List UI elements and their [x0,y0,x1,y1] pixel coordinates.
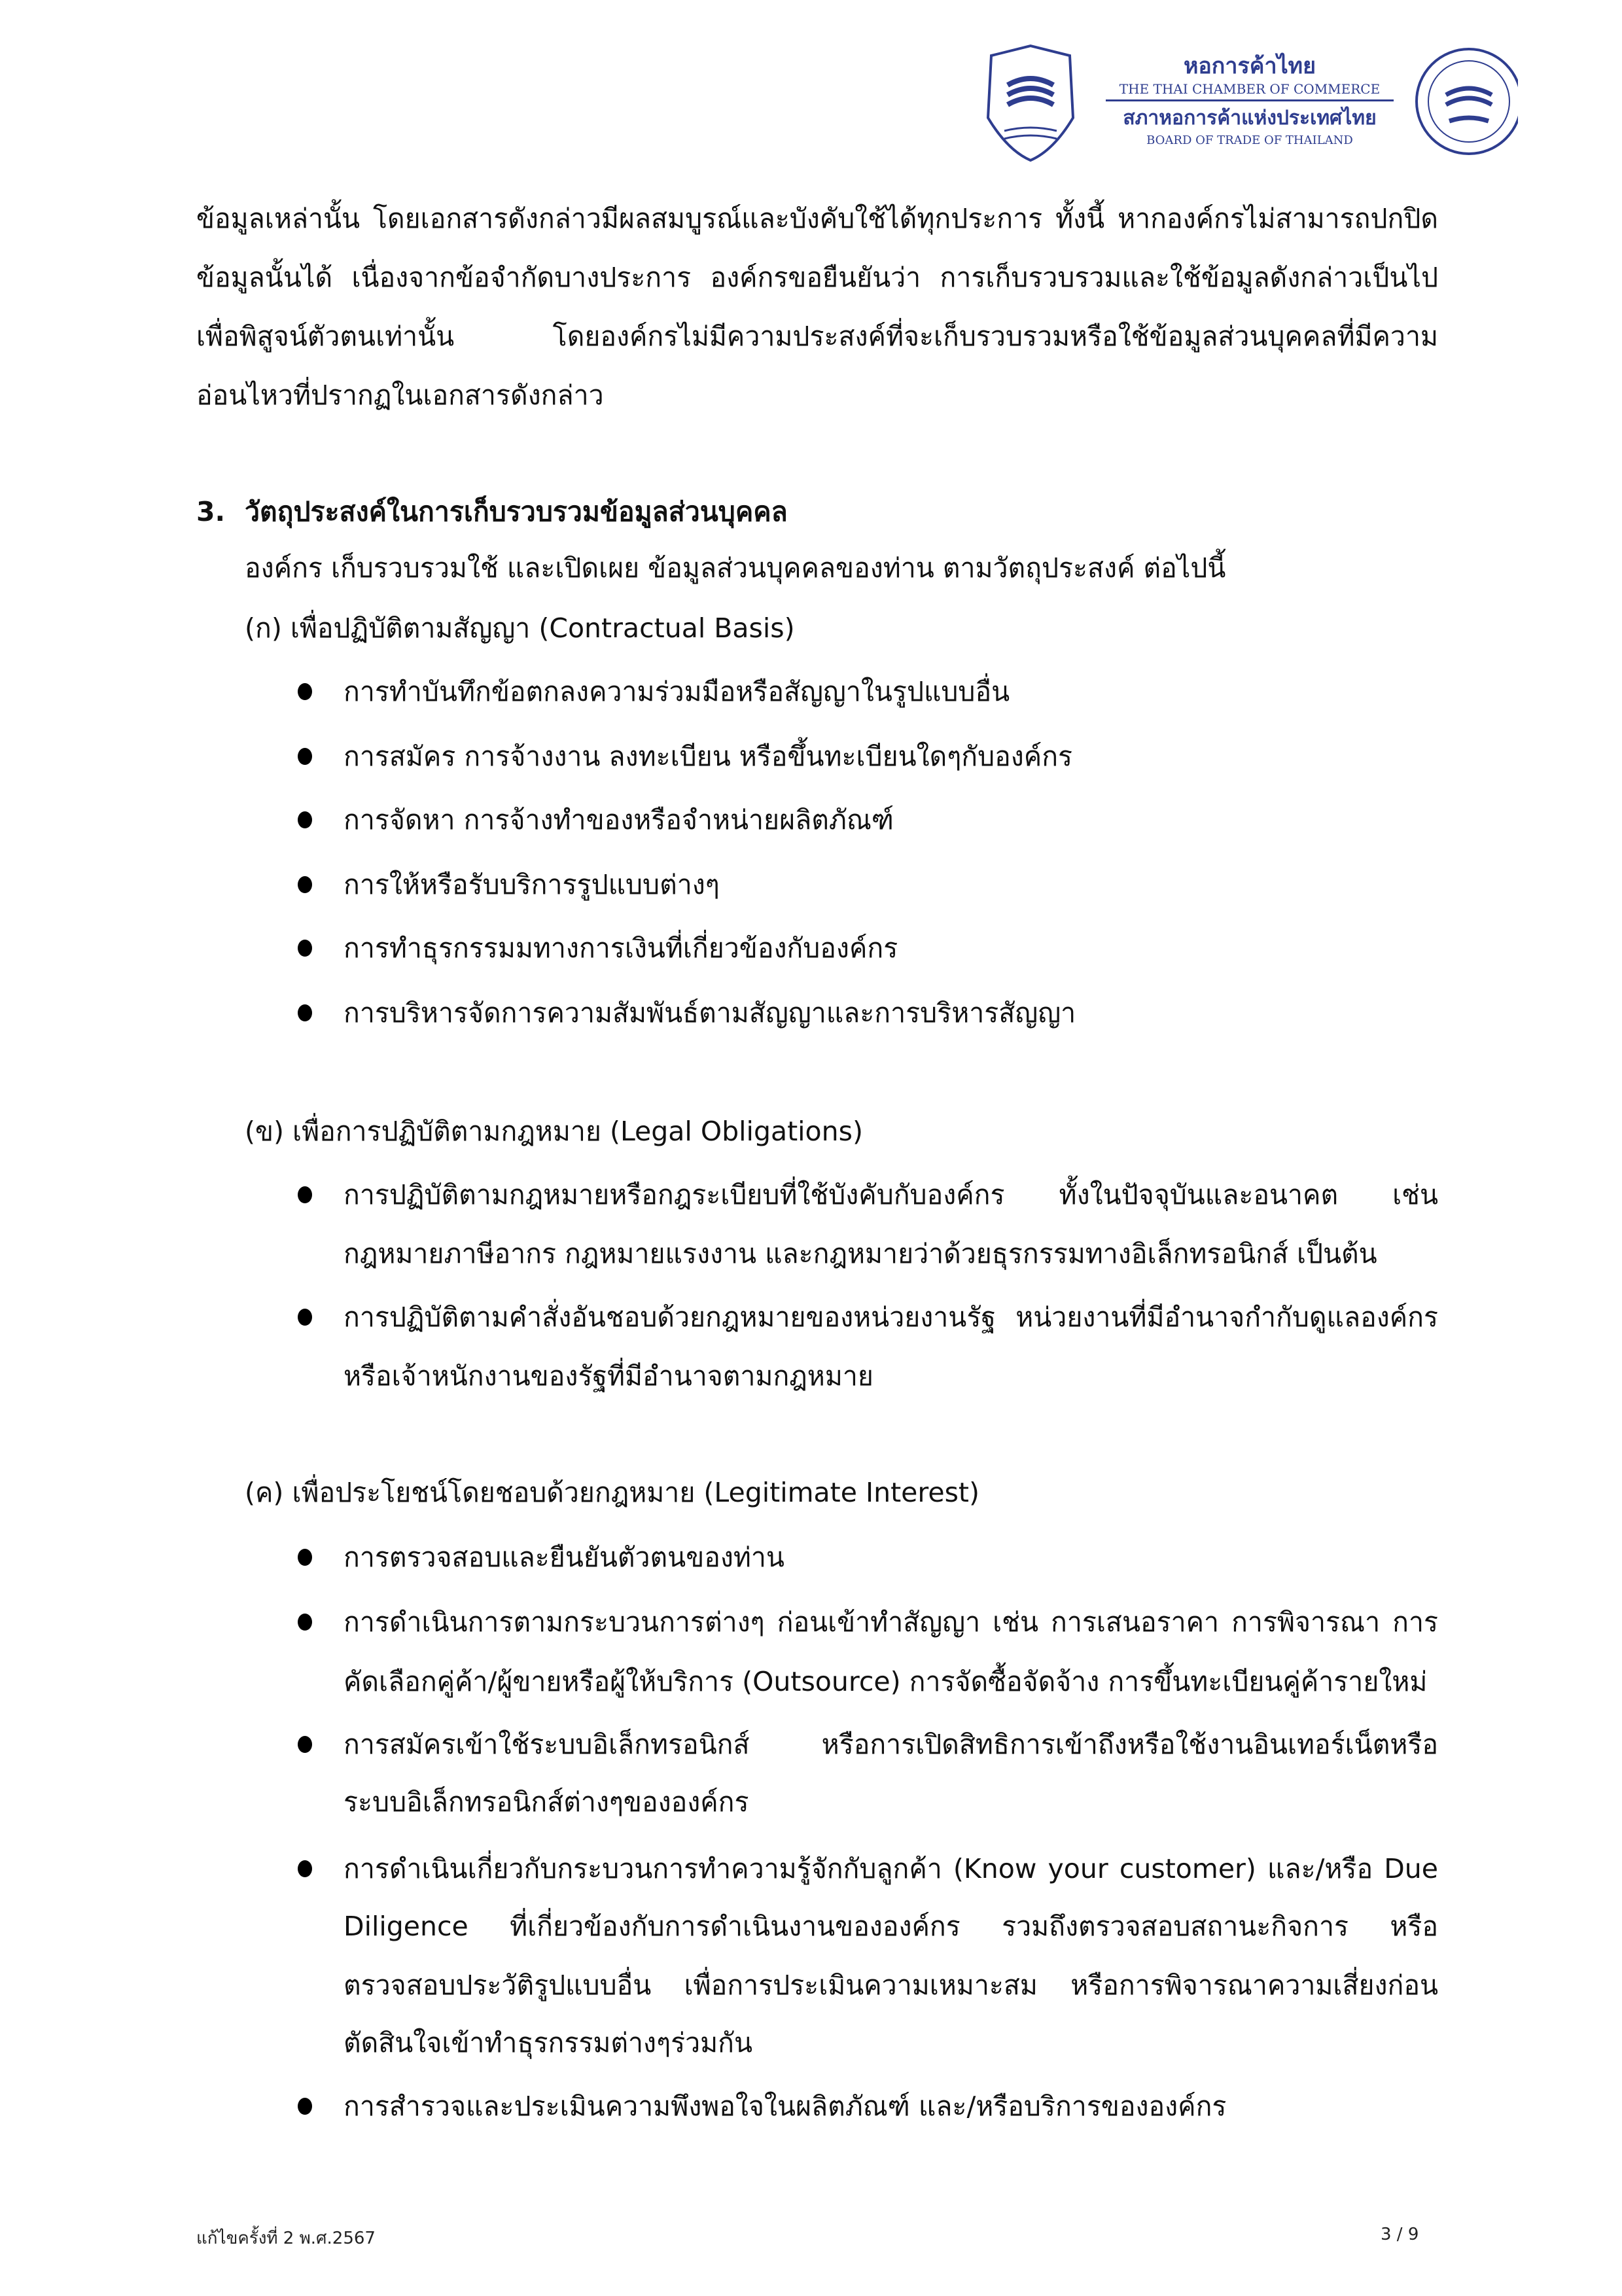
bullet-icon [298,811,312,828]
paragraph-line: อ่อนไหวที่ปรากฏในเอกสารดังกล่าว [196,380,604,411]
logo-thai-top: หอการค้าไทย [1183,53,1316,79]
bullet-line: การดำเนินเกี่ยวกับกระบวนการทำความรู้จักกับลูกค้า (Know your customer) และ/หรือ Due [344,1853,1438,1884]
paragraph-line: ข้อมูลเหล่านั้น โดยเอกสารดังกล่าวมีผลสมบูรณ์และบังคับใช้ได้ทุกประการ ทั้งนี้ หากองค์กรไม่สามารถปกปิด [196,203,1438,234]
bullet-icon [298,748,312,765]
bullet-icon [298,1004,312,1021]
bullet-line: ตัดสินใจเข้าทำธุรกรรมต่างๆร่วมกัน [344,2027,753,2058]
bullet-icon [298,1614,312,1631]
bullet-line: การบริหารจัดการความสัมพันธ์ตามสัญญาและการบริหารสัญญา [344,997,1076,1029]
section-intro: องค์กร เก็บรวบรวมใช้ และเปิดเผย ข้อมูลส่วนบุคคลของท่าน ตามวัตถุประสงค์ ต่อไปนี้ [245,552,1226,584]
bullet-line: การสมัคร การจ้างงาน ลงทะเบียน หรือขึ้นทะเบียนใดๆกับองค์กร [344,741,1073,772]
bullet-icon [298,1186,312,1203]
bullet-icon [298,2098,312,2115]
logo-en-bottom: BOARD OF TRADE OF THAILAND [1146,133,1353,147]
round-seal-icon [1417,49,1518,154]
bullet-line: การตรวจสอบและยืนยันตัวตนของท่าน [344,1542,785,1573]
bullet-line: การสำรวจและประเมินความพึงพอใจในผลิตภัณฑ์ และ/หรือบริการขององค์กร [344,2091,1227,2122]
paragraph-line: ข้อมูลนั้นได้ เนื่องจากข้อจำกัดบางประการ องค์กรขอยืนยันว่า การเก็บรวบรวมและใช้ข้อมูลดังกล่าวเป็นไป [196,262,1438,293]
bullet-line: การดำเนินการตามกระบวนการต่างๆ ก่อนเข้าทำสัญญา เช่น การเสนอราคา การพิจารณา การ [344,1606,1438,1638]
section-number: 3. [196,496,226,527]
bullet-line: การสมัครเข้าใช้ระบบอิเล็กทรอนิกส์ หรือการเปิดสิทธิการเข้าถึงหรือใช้งานอินเทอร์เน็ตหรือ [344,1729,1438,1760]
section-title: วัตถุประสงค์ในการเก็บรวบรวมข้อมูลส่วนบุคคล [245,496,788,527]
bullet-icon [298,940,312,957]
logo-thai-bottom: สภาหอการค้าแห่งประเทศไทย [1123,107,1377,130]
bullet-icon [298,1736,312,1753]
bullet-line: การปฏิบัติตามคำสั่งอันชอบด้วยกฎหมายของหน่วยงานรัฐ หน่วยงานที่มีอำนาจกำกับดูแลองค์กร [344,1301,1438,1333]
logo-en-top: THE THAI CHAMBER OF COMMERCE [1119,81,1381,97]
bullet-line: การจัดหา การจ้างทำของหรือจำหน่ายผลิตภัณฑ์ [344,804,894,836]
bullet-line: การปฏิบัติตามกฎหมายหรือกฎระเบียบที่ใช้บังคับกับองค์กร ทั้งในปัจจุบันและอนาคต เช่น [344,1179,1438,1210]
bullet-line: ระบบอิเล็กทรอนิกส์ต่างๆขององค์กร [344,1786,749,1818]
chamber-logo [981,39,1518,164]
paragraph-line: เพื่อพิสูจน์ตัวตนเท่านั้น โดยองค์กรไม่มีความประสงค์ที่จะเก็บรวบรวมหรือใช้ข้อมูลส่วนบุคคลที่มีความ [196,321,1438,352]
bullet-icon [298,1309,312,1326]
bullet-line: การให้หรือรับบริการรูปแบบต่างๆ [344,869,720,900]
bullet-line: คัดเลือกคู่ค้า/ผู้ขายหรือผู้ให้บริการ (Outsource) การจัดซื้อจัดจ้าง การขึ้นทะเบียนคู่ค้ารายใหม่ [344,1666,1428,1697]
bullet-line: Diligence ที่เกี่ยวข้องกับการดำเนินงานขององค์กร รวมถึงตรวจสอบสถานะกิจการ หรือ [344,1911,1438,1942]
subsection-heading: (ค) เพื่อประโยชน์โดยชอบด้วยกฎหมาย (Legitimate Interest) [245,1477,979,1508]
subsection-heading: (ก) เพื่อปฏิบัติตามสัญญา (Contractual Basis) [245,612,795,644]
bullet-icon [298,876,312,893]
footer-revision: แก้ไขครั้งที่ 2 พ.ศ.2567 [196,2229,376,2248]
bullet-icon [298,1860,312,1877]
shield-emblem-icon [988,46,1073,160]
bullet-line: การทำบันทึกข้อตกลงความร่วมมือหรือสัญญาในรูปแบบอื่น [344,676,1010,707]
bullet-icon [298,1549,312,1566]
bullet-icon [298,683,312,700]
bullet-line: หรือเจ้าหนักงานของรัฐที่มีอำนาจตามกฎหมาย [344,1360,873,1392]
subsection-heading: (ข) เพื่อการปฏิบัติตามกฎหมาย (Legal Obligations) [245,1116,863,1147]
bullet-line: การทำธุรกรรมมทางการเงินที่เกี่ยวข้องกับองค์กร [344,932,898,964]
bullet-line: กฎหมายภาษีอากร กฎหมายแรงงาน และกฎหมายว่าด้วยธุรกรรมทางอิเล็กทรอนิกส์ เป็นต้น [344,1238,1377,1269]
bullet-line: ตรวจสอบประวัติรูปแบบอื่น เพื่อการประเมินความเหมาะสม หรือการพิจารณาความเสี่ยงก่อน [344,1969,1438,2001]
footer-page-number: 3 / 9 [1381,2225,1419,2244]
